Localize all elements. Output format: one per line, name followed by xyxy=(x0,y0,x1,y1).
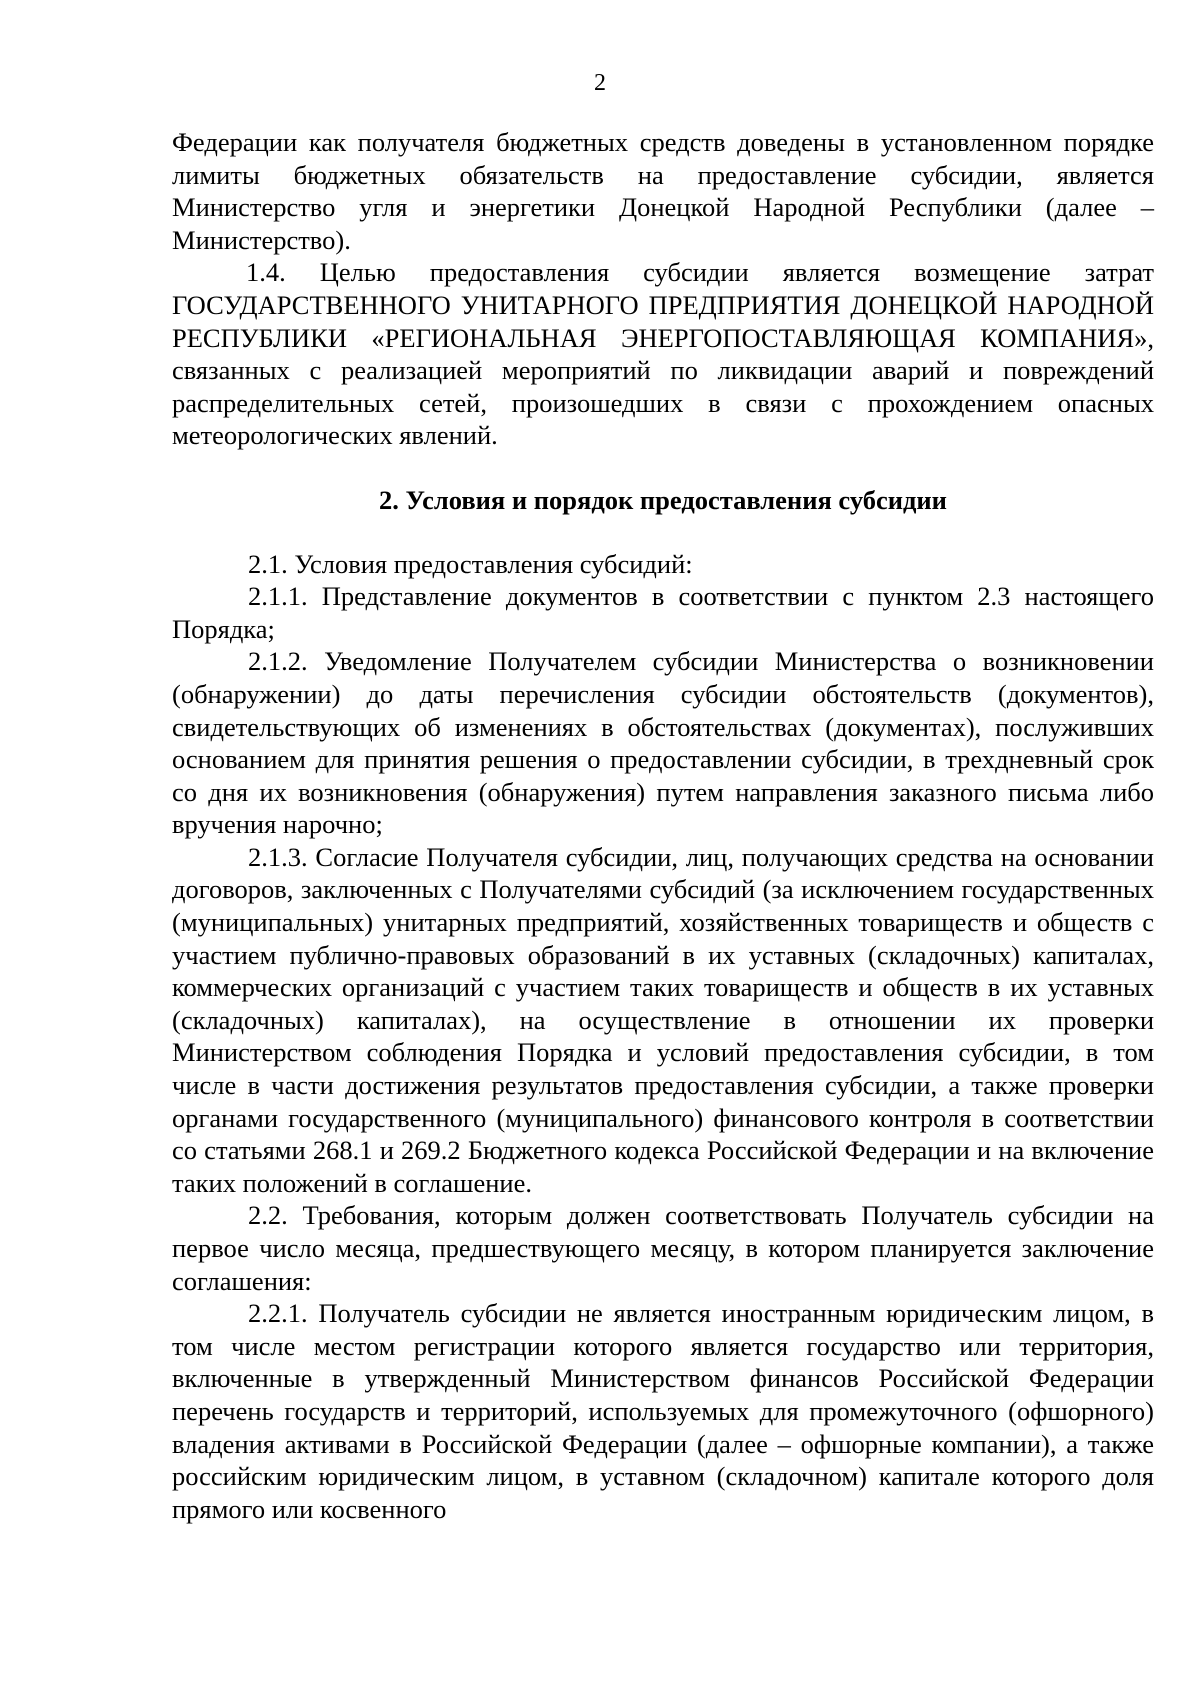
page-number: 2 xyxy=(594,70,606,96)
spacer xyxy=(172,517,1154,548)
paragraph-2-1-1: 2.1.1. Представление документов в соответствии с пунктом 2.3 настоящего Порядка; xyxy=(172,581,1154,644)
paragraph-2-2: 2.2. Требования, которым должен соответствовать Получатель субсидии на первое число месяца, предшествующего месяцу, в котором планируется заключение соглашения: xyxy=(172,1200,1154,1296)
spacer xyxy=(172,452,1154,484)
section-heading: 2. Условия и порядок предоставления субсидии xyxy=(379,484,947,515)
paragraph-continuation: Федерации как получателя бюджетных средств доведены в установленном порядке лимиты бюджетных обязательств на предоставление субсидии, является Министерство угля и энергетики Донецкой Народной Республики (далее – Министерство). xyxy=(172,127,1154,255)
paragraph-2-2-1: 2.2.1. Получатель субсидии не является иностранным юридическим лицом, в том числе местом регистрации которого является государство или территория, включенные в утвержденный Министерством финансов Российской Федерации перечень государств и территорий, используемых для промежуточного (офшорного) владения активами в Российской Федерации (далее – офшорные компании), а также российским юридическим лицом, в уставном (складочном) капитале которого доля прямого или косвенного xyxy=(172,1298,1154,1524)
paragraph-2-1-2: 2.1.2. Уведомление Получателем субсидии Министерства о возникновении (обнаружении) до даты перечисления субсидии обстоятельств (документов), свидетельствующих об изменениях в обстоятельствах (документах), послуживших основанием для принятия решения о предоставлении субсидии, в трехдневный срок со дня их возникновения (обнаружения) путем направления заказного письма либо вручения нарочно; xyxy=(172,646,1154,840)
paragraph-2-1: 2.1. Условия предоставления субсидий: xyxy=(248,548,693,579)
paragraph-2-1-3: 2.1.3. Согласие Получателя субсидии, лиц, получающих средства на основании договоров, заключенных с Получателями субсидий (за исключением государственных (муниципальных) унитарных предприятий, хозяйственных товариществ и обществ с участием публично-правовых образований в их уставных (складочных) капиталах, коммерческих организаций с участием таких товариществ и обществ в их уставных (складочных) капиталах), на осуществление в отношении их проверки Министерством соблюдения Порядка и условий предоставления субсидии, в том числе в части достижения результатов предоставления субсидии, а также проверки органами государственного (муниципального) финансового контроля в соответствии со статьями 268.1 и 269.2 Бюджетного кодекса Российской Федерации и на включение таких положений в соглашение. xyxy=(172,841,1154,1198)
document-body xyxy=(172,126,1154,1525)
paragraph-1-4: 1.4. Целью предоставления субсидии является возмещение затрат ГОСУДАРСТВЕННОГО УНИТАРНОГО ПРЕДПРИЯТИЯ ДОНЕЦКОЙ НАРОДНОЙ РЕСПУБЛИКИ «РЕГИОНАЛЬНАЯ ЭНЕРГОПОСТАВЛЯЮЩАЯ КОМПАНИЯ», связанных с реализацией мероприятий по ликвидации аварий и повреждений распределительных сетей, произошедших в связи с прохождением опасных метеорологических явлений. xyxy=(172,257,1154,451)
